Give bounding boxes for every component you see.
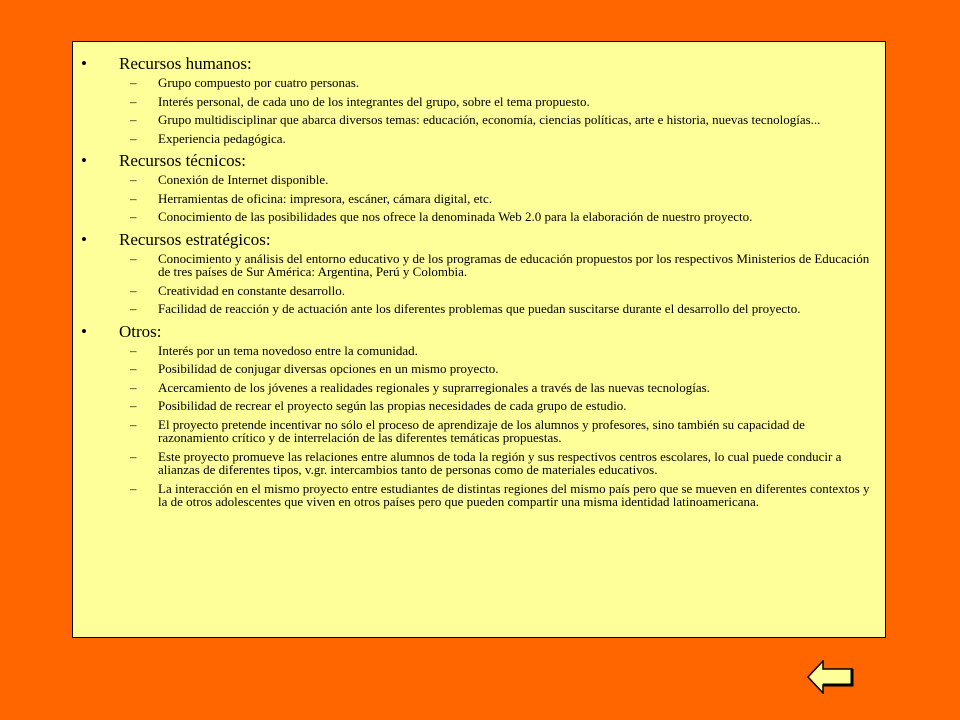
dash: – (130, 282, 137, 298)
dash: – (130, 250, 137, 266)
item-text: Interés por un tema novedoso entre la comunidad. (158, 342, 418, 358)
dash: – (130, 398, 137, 413)
item-text: Herramientas de oficina: impresora, escáner, cámara digital, etc. (158, 190, 493, 206)
list-item (119, 210, 871, 224)
list-item (119, 252, 871, 279)
item-text: Experiencia pedagógica. (158, 130, 286, 146)
bullet: • (81, 151, 87, 170)
item-text: Acercamiento de los jóvenes a realidades regionales y suprarregionales a través de las nuevas tecnologías. (158, 379, 710, 395)
item-text: Posibilidad de conjugar diversas opciones en un mismo proyecto. (158, 361, 499, 376)
list-item (119, 192, 871, 206)
item-text: Creatividad en constante desarrollo. (158, 282, 345, 298)
section-title: Recursos técnicos: (119, 151, 246, 170)
item-text: Este proyecto promueve las relaciones entre alumnos de toda la región y sus respectivos centros escolares, lo cual puede conducir a alianzas de diferentes tipos, v.gr. intercambios tanto de personas como de materiales educativos. (158, 448, 842, 477)
list-item (119, 344, 871, 358)
item-list (119, 173, 871, 224)
dash: – (130, 448, 137, 464)
item-text: Interés personal, de cada uno de los integrantes del grupo, sobre el tema propuesto. (158, 93, 590, 109)
list-item (119, 450, 871, 477)
section-recursos-humanos (81, 53, 871, 145)
section-title: Otros: (119, 321, 162, 341)
section-title: Recursos estratégicos: (119, 229, 271, 249)
section-recursos-estrategicos (81, 229, 871, 316)
back-button[interactable] (807, 660, 855, 694)
item-list (119, 344, 871, 509)
item-list (119, 76, 871, 145)
item-text: Facilidad de reacción y de actuación ante los diferentes problemas que puedan suscitarse durante el desarrollo del proyecto. (158, 301, 801, 316)
list-item (119, 418, 871, 445)
dash: – (130, 130, 137, 146)
dash: – (130, 379, 137, 395)
bullet: • (81, 229, 87, 249)
dash: – (130, 172, 137, 187)
list-item (119, 173, 871, 187)
dash: – (130, 361, 137, 376)
item-list (119, 252, 871, 316)
list-item (119, 113, 871, 127)
item-text: Grupo compuesto por cuatro personas. (158, 75, 360, 90)
list-item (119, 284, 871, 298)
list-item (119, 482, 871, 509)
item-text: La interacción en el mismo proyecto entre estudiantes de distintas regiones del mismo país pero que se mueven en diferentes contextos y la de otros adolescentes que viven en otros países pero que pueden compartir una misma identidad latinoamericana. (158, 480, 870, 509)
item-text: Conexión de Internet disponible. (158, 172, 329, 187)
bullet: • (81, 54, 87, 73)
list-item (119, 132, 871, 146)
dash: – (130, 75, 137, 90)
dash: – (130, 209, 137, 224)
list-item (119, 381, 871, 395)
item-text: Conocimiento y análisis del entorno educativo y de los programas de educación propuestos por los respectivos Ministerios de Educación de tres países de Sur América: Argentina, Perú y Colombia. (158, 250, 870, 279)
dash: – (130, 342, 137, 358)
dash: – (130, 190, 137, 206)
dash: – (130, 301, 137, 316)
list-item (119, 362, 871, 376)
item-text: Conocimiento de las posibilidades que nos ofrece la denominada Web 2.0 para la elaboración de nuestro proyecto. (158, 209, 753, 224)
dash: – (130, 480, 137, 496)
dash: – (130, 112, 137, 127)
item-text: El proyecto pretende incentivar no sólo el proceso de aprendizaje de los alumnos y profesores, sino también su capacidad de razonamiento crítico y de interrelación de las diferentes temáticas propuestas. (158, 416, 805, 445)
dash: – (130, 93, 137, 109)
section-otros (81, 321, 871, 509)
item-text: Grupo multidisciplinar que abarca diversos temas: educación, economía, ciencias políticas, arte e historia, nuevas tecnologías... (158, 112, 821, 127)
left-arrow-icon (807, 660, 855, 694)
list-item (119, 76, 871, 90)
content-panel (72, 41, 886, 638)
item-text: Posibilidad de recrear el proyecto según las propias necesidades de cada grupo de estudio. (158, 398, 627, 413)
section-list (73, 42, 885, 509)
list-item (119, 95, 871, 109)
list-item (119, 302, 871, 316)
bullet: • (81, 321, 87, 341)
section-recursos-tecnicos (81, 150, 871, 224)
list-item (119, 399, 871, 413)
section-title: Recursos humanos: (119, 54, 252, 73)
dash: – (130, 416, 137, 432)
